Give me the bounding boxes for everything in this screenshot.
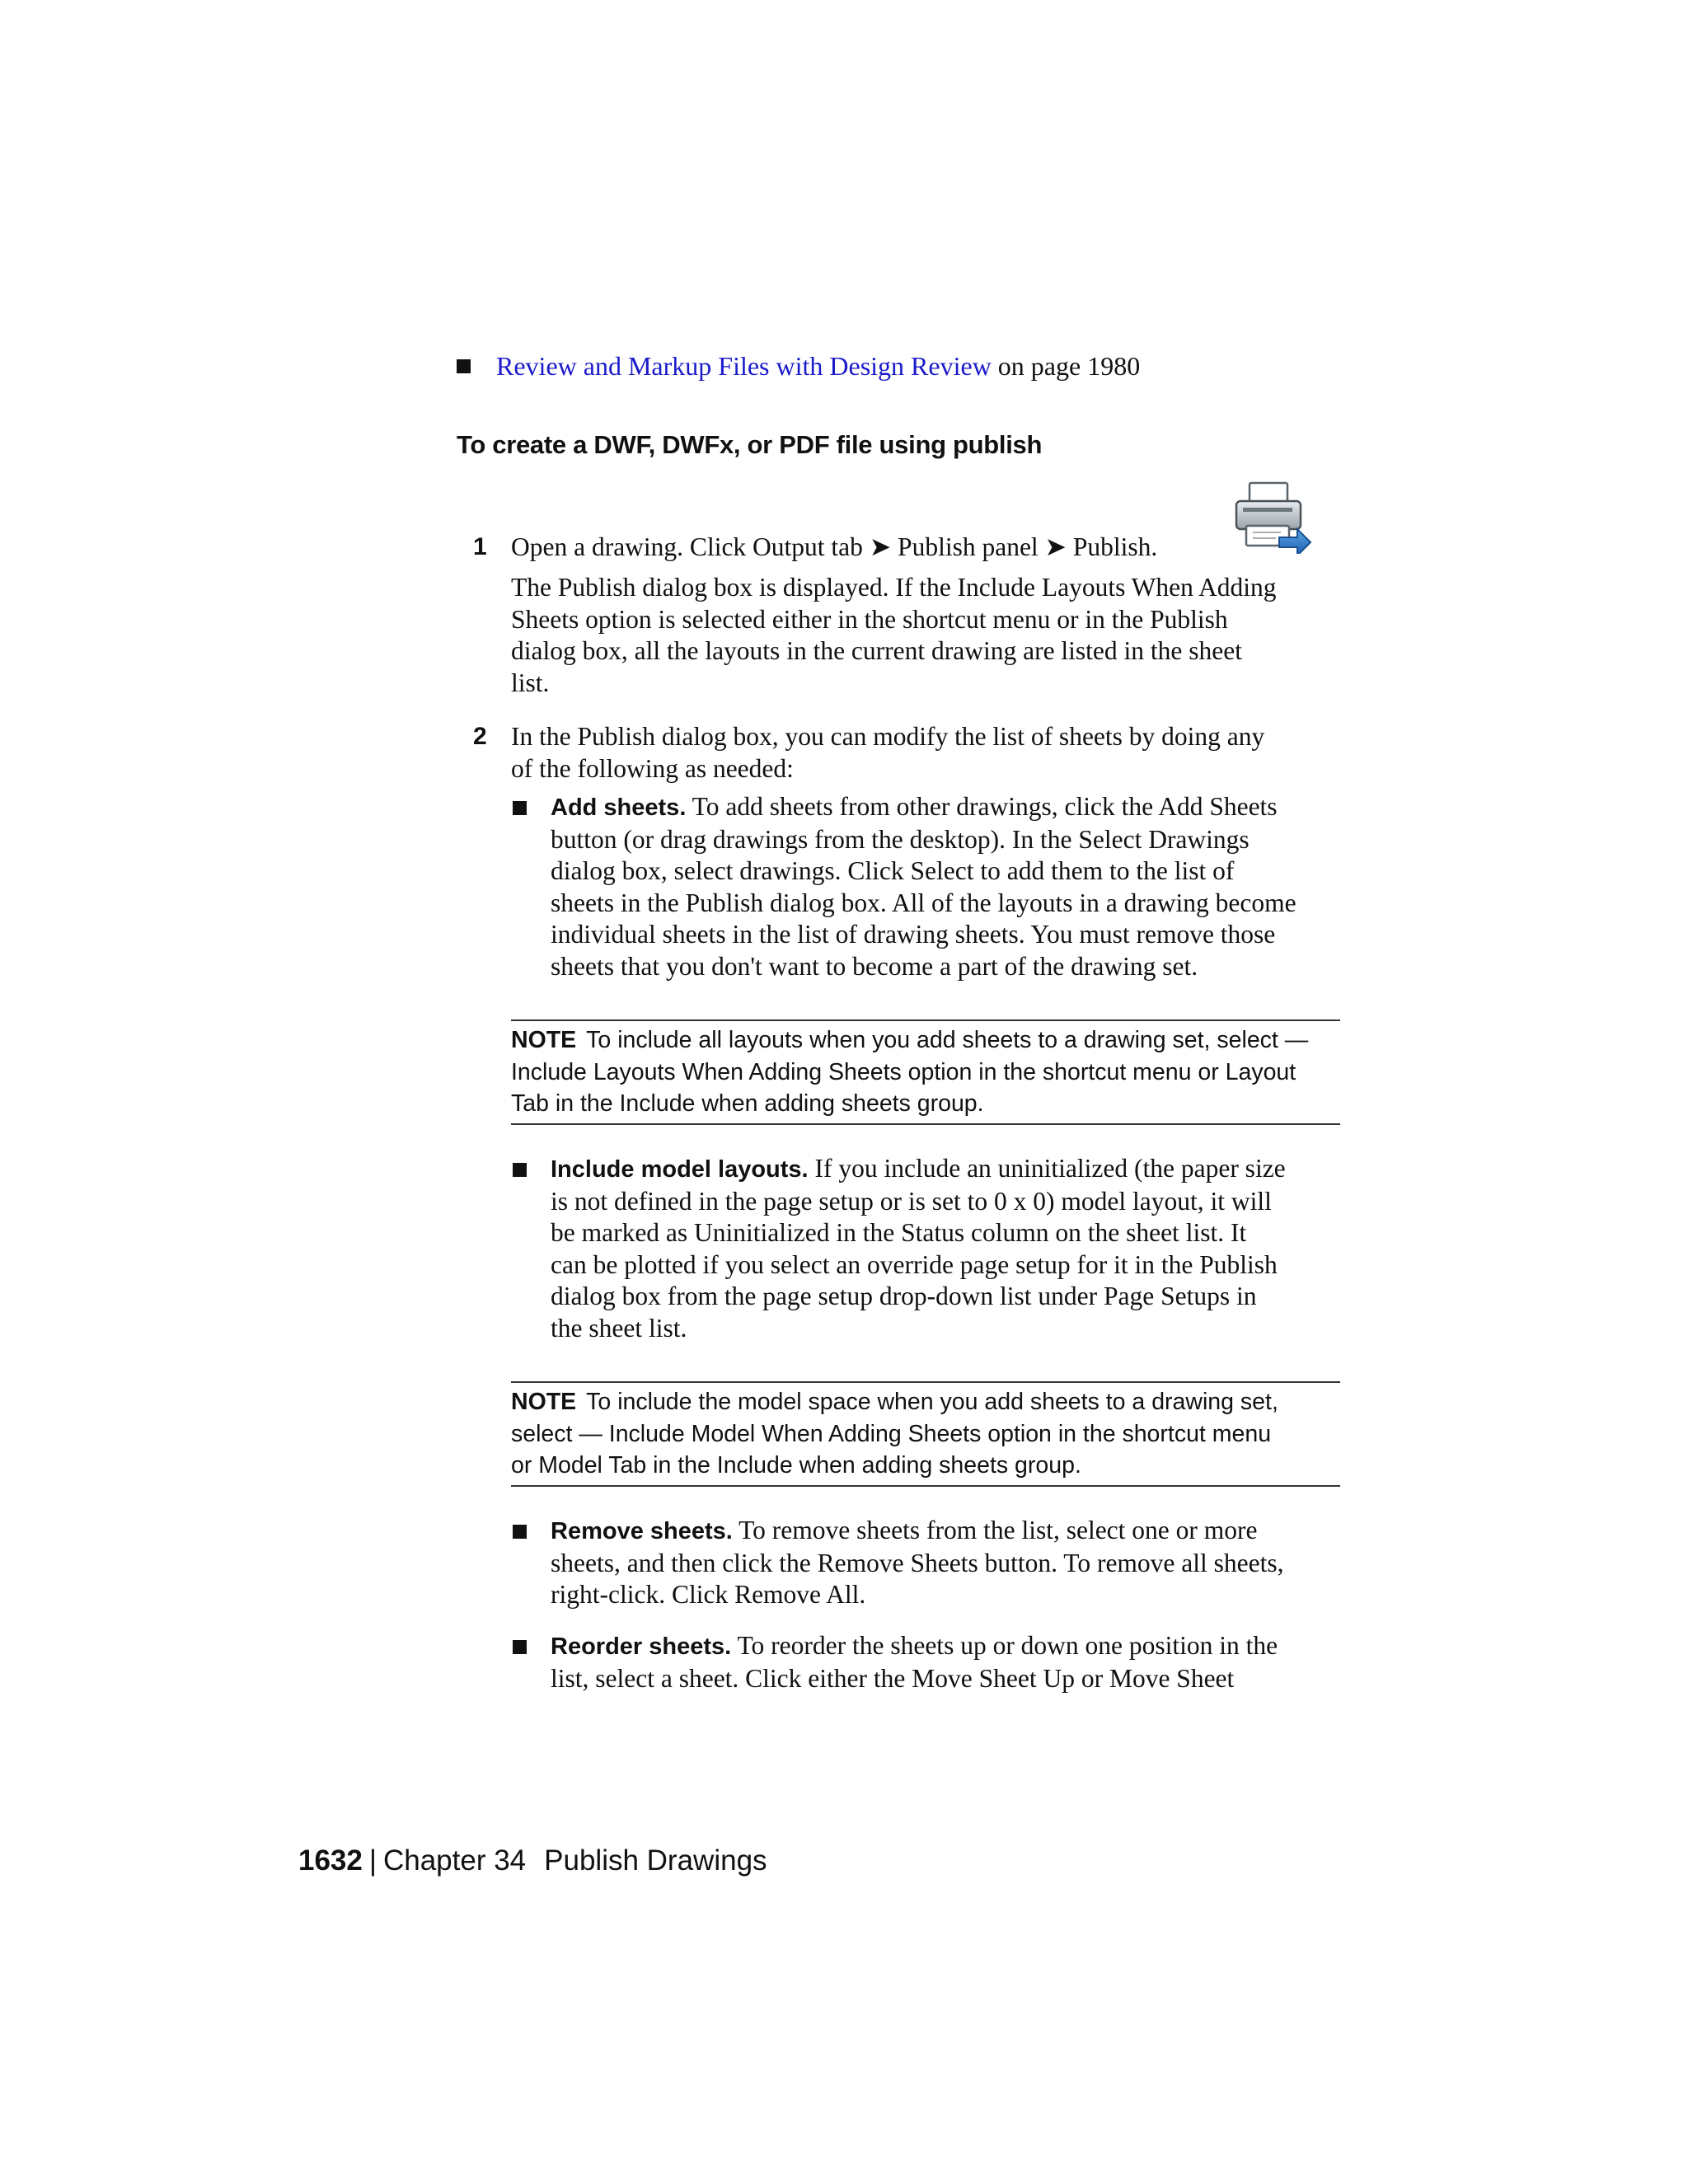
bullet-square-icon [513,1525,527,1539]
bullet-first-line [551,1630,1342,1663]
paragraph-line: the sheet list. [551,1313,687,1343]
bullet-first-line [551,1153,1342,1186]
design-review-link[interactable]: Review and Markup Files with Design Review [496,351,992,381]
paragraph-line: Sheets option is selected either in the shortcut menu or in the Publish [511,604,1228,634]
paragraph-line: individual sheets in the list of drawing sheets. You must remove those [551,920,1276,949]
chapter-label: Chapter 34 [382,1844,527,1877]
footer-separator: | [368,1844,377,1877]
page-number: 1632 [298,1844,363,1877]
paragraph-line: In the Publish dialog box, you can modify the list of sheets by doing any [511,722,1265,751]
bullet-square-icon [513,801,527,815]
paragraph-line: is not defined in the page setup or is set to 0 x 0) model layout, it will [551,1186,1272,1216]
chapter-title: Publish Drawings [544,1844,767,1877]
bullet-remove-sheets [551,1515,1342,1611]
note-line: Include Layouts When Adding Sheets option in the shortcut menu or Layout [511,1058,1296,1085]
bullet-square-icon [513,1640,527,1654]
paragraph-line: be marked as Uninitialized in the Status column on the sheet list. It [551,1218,1247,1247]
reference-page-suffix: on page 1980 [991,351,1141,381]
paragraph-line: can be plotted if you select an override page setup for it in the Publish [551,1249,1278,1279]
bullet-first-line [551,791,1342,824]
procedure-heading: To create a DWF, DWFx, or PDF file using publish [457,430,1043,459]
paragraph-line: list. [511,668,550,697]
note-line: or Model Tab in the Include when adding sheets group. [511,1452,1081,1479]
bullet-title: Reorder sheets. [551,1633,732,1660]
bullet-add-sheets [551,791,1342,982]
paragraph-line: right-click. Click Remove All. [551,1580,866,1609]
bullet-title: Remove sheets. [551,1518,733,1544]
reference-text [496,348,1140,384]
note-label: NOTE [511,1389,577,1415]
bullet-title: Add sheets. [551,794,687,821]
bullet-text: To reorder the sheets up or down one position in the [731,1631,1278,1660]
publish-printer-icon [1233,480,1312,554]
paragraph-line: list, select a sheet. Click either the Move Sheet Up or Move Sheet [551,1663,1235,1693]
note-text: To include all layouts when you add sheets to a drawing set, select — [586,1027,1309,1053]
bullet-text: To remove sheets from the list, select one or more [732,1516,1258,1544]
bullet-square-icon [513,1163,527,1177]
note-line: Tab in the Include when adding sheets group. [511,1090,984,1117]
paragraph-line: button (or drag drawings from the desktop). In the Select Drawings [551,824,1250,854]
step-1-number: 1 [473,533,487,560]
step-2-number: 2 [473,723,487,750]
bullet-title: Include model layouts. [551,1156,809,1183]
bullet-square-icon [457,359,471,373]
step-1-instruction: Open a drawing. Click Output tab ➤ Publish panel ➤ Publish. [511,532,1158,561]
paragraph-line: sheets, and then click the Remove Sheets button. To remove all sheets, [551,1548,1284,1577]
paragraph-line: sheets that you don't want to become a part of the drawing set. [551,951,1198,981]
note-first-line [511,1386,1340,1418]
bullet-first-line [551,1515,1342,1548]
step-1-description [511,572,1343,699]
bullet-text: If you include an uninitialized (the paper size [808,1154,1286,1183]
note-box [511,1381,1340,1487]
page-footer [298,1844,767,1877]
note-box [511,1019,1340,1125]
step-2-description [511,721,1343,785]
paragraph-line: of the following as needed: [511,753,794,783]
paragraph-line: dialog box, all the layouts in the current drawing are listed in the sheet [511,636,1242,665]
paragraph-line: The Publish dialog box is displayed. If the Include Layouts When Adding [511,573,1277,602]
paragraph-line: dialog box, select drawings. Click Select to add them to the list of [551,856,1235,885]
paragraph-line: sheets in the Publish dialog box. All of the layouts in a drawing become [551,888,1296,917]
bullet-include-model-layouts [551,1153,1342,1344]
note-label: NOTE [511,1027,577,1053]
paragraph-line: dialog box from the page setup drop-down list under Page Setups in [551,1282,1257,1310]
bullet-text: To add sheets from other drawings, click the Add Sheets [686,792,1278,821]
note-first-line [511,1024,1340,1057]
note-line: select — Include Model When Adding Sheets option in the shortcut menu [511,1420,1272,1447]
bullet-reorder-sheets [551,1630,1342,1694]
note-text: To include the model space when you add sheets to a drawing set, [586,1389,1278,1415]
